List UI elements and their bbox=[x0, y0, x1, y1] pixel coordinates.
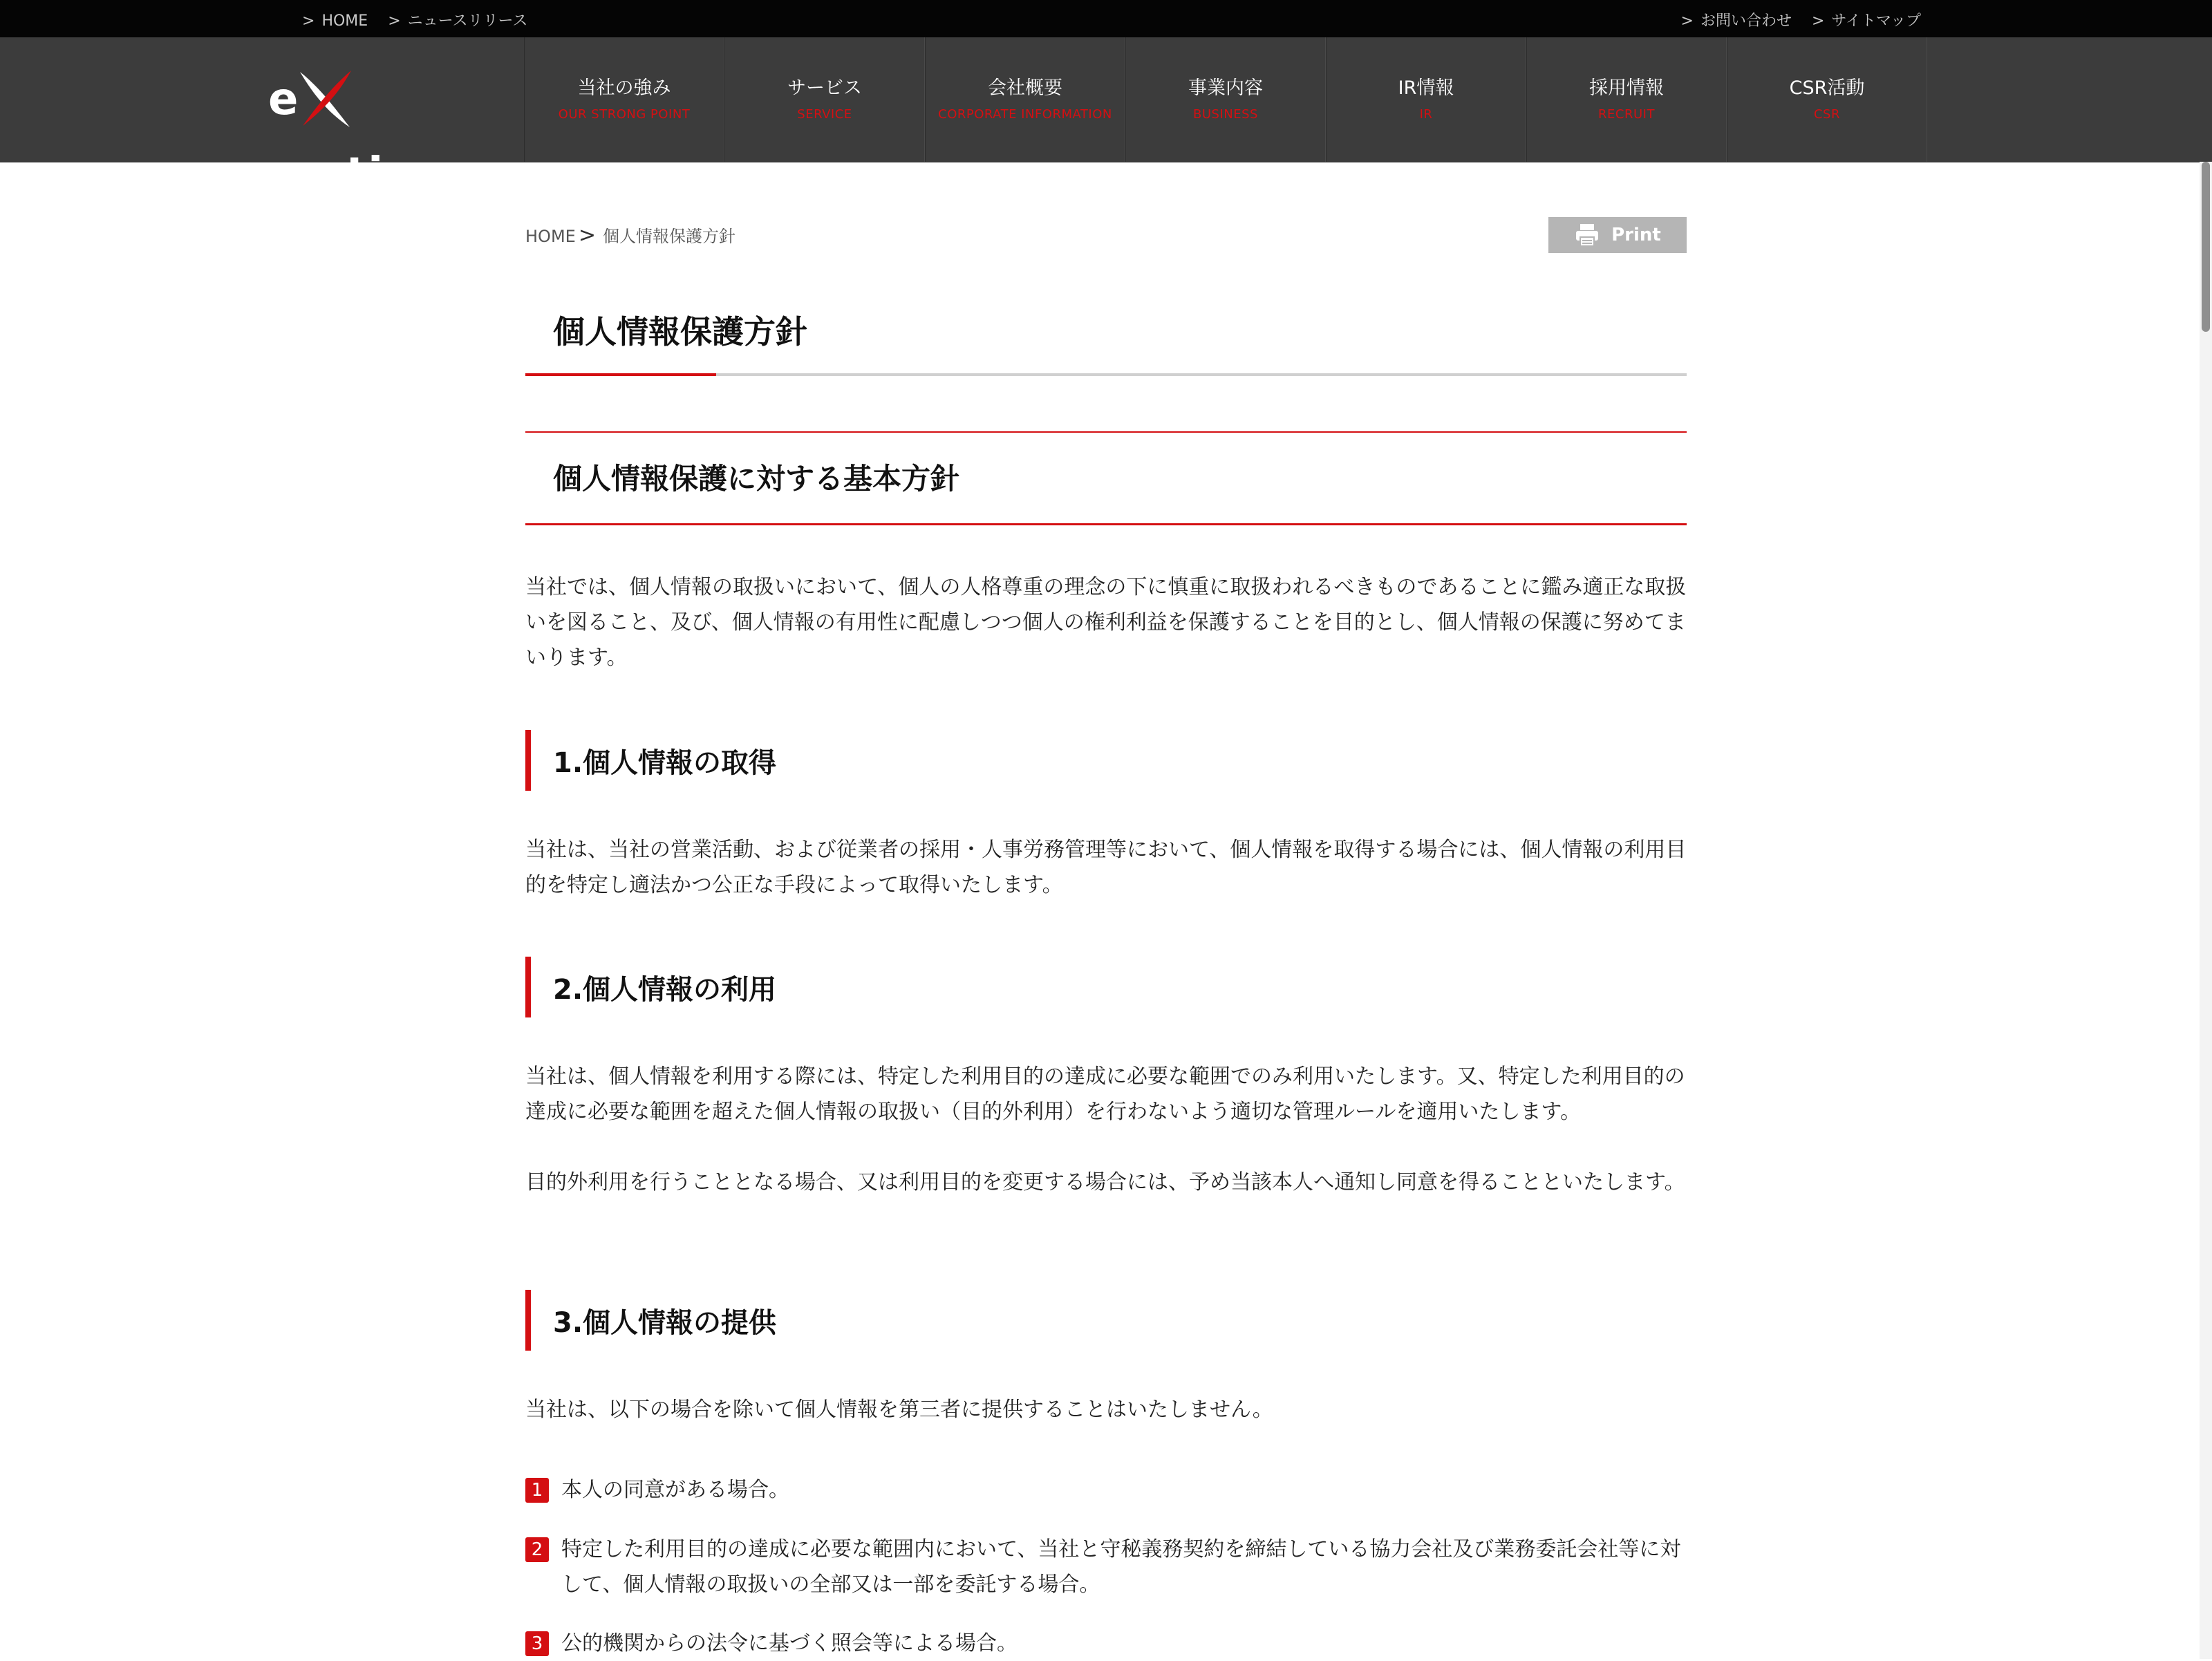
page-scrollbar[interactable] bbox=[2200, 162, 2212, 1659]
nav-label: サービス bbox=[787, 77, 862, 99]
title-underline bbox=[525, 373, 1687, 376]
nav-item-business[interactable] bbox=[1125, 37, 1326, 162]
scrollbar-thumb[interactable] bbox=[2202, 162, 2210, 332]
nav-sublabel: BUSINESS bbox=[1193, 107, 1258, 122]
nav-label: 会社概要 bbox=[988, 77, 1062, 99]
section-title: 個人情報保護に対する基本方針 bbox=[553, 462, 960, 496]
printer-icon bbox=[1574, 222, 1600, 248]
nav-label: 事業内容 bbox=[1188, 77, 1263, 99]
page-title: 個人情報保護方針 bbox=[553, 313, 807, 350]
nav-item-recruit[interactable] bbox=[1526, 37, 1727, 162]
breadcrumb-home[interactable]: HOME bbox=[525, 227, 576, 246]
list-item-text: 公的機関からの法令に基づく照会等による場合。 bbox=[561, 1631, 1018, 1655]
nav-label: 当社の強み bbox=[577, 77, 671, 99]
subsection-heading-2 bbox=[525, 957, 1687, 1017]
nav-sublabel: OUR STRONG POINT bbox=[558, 107, 691, 122]
utility-bar bbox=[0, 0, 2212, 37]
utility-link-sitemap[interactable] bbox=[1812, 9, 1921, 30]
section-header-box bbox=[525, 431, 1687, 525]
utility-right-links bbox=[1666, 9, 1921, 30]
logo-prefix: e bbox=[268, 74, 299, 125]
site-header bbox=[0, 37, 2212, 200]
nav-item-strong-point[interactable] bbox=[524, 37, 724, 162]
nav-item-ir[interactable] bbox=[1326, 37, 1526, 162]
list-number-badge: 3 bbox=[525, 1631, 549, 1656]
subsection-body-1: 当社は、当社の営業活動、および従業者の採用・人事労務管理等において、個人情報を取得する場合には、個人情報の利用目的を特定し適法かつ公正な手段によって取得いたします。 bbox=[525, 838, 1687, 897]
nav-sublabel: IR bbox=[1419, 107, 1433, 122]
list-item-text: 特定した利用目的の達成に必要な範囲内において、当社と守秘義務契約を締結している協力会社及び業務委託会社等に対して、個人情報の取扱いの全部又は一部を委託する場合。 bbox=[561, 1537, 1681, 1597]
print-label: Print bbox=[1611, 225, 1661, 245]
chevron-right-icon: > bbox=[302, 12, 315, 30]
nav-item-corporate[interactable] bbox=[925, 37, 1125, 162]
utility-link-label: サイトマップ bbox=[1831, 12, 1921, 30]
main-nav bbox=[524, 37, 1927, 162]
breadcrumb-current: 個人情報保護方針 bbox=[602, 227, 735, 246]
list-item-text: 本人の同意がある場合。 bbox=[561, 1478, 789, 1502]
utility-link-label: お問い合わせ bbox=[1700, 12, 1792, 30]
utility-link-home[interactable] bbox=[302, 12, 368, 30]
breadcrumb-separator: > bbox=[578, 223, 596, 247]
utility-link-news[interactable] bbox=[388, 9, 527, 30]
intro-paragraph: 当社では、個人情報の取扱いにおいて、個人の人格尊重の理念の下に慎重に取扱われるべきものであることに鑑み適正な取扱いを図ること、及び、個人情報の有用性に配慮しつつ個人の権利利益を保護することを目的とし、個人情報の保護に努めてまいります。 bbox=[525, 575, 1687, 670]
logo-suffix: motion bbox=[268, 149, 447, 200]
nav-sublabel: SERVICE bbox=[797, 107, 852, 122]
subsection-heading-3 bbox=[525, 1290, 1687, 1351]
nav-sublabel: CSR bbox=[1813, 107, 1840, 122]
utility-link-label: ニュースリリース bbox=[407, 12, 528, 30]
subsection-body-2b: 目的外利用を行うこととなる場合、又は利用目的を変更する場合には、予め当該本人へ通知し同意を得ることといたします。 bbox=[525, 1170, 1685, 1194]
title-underline-accent bbox=[525, 373, 716, 376]
nav-item-csr[interactable] bbox=[1727, 37, 1927, 162]
subsection-heading-text: 1.個人情報の取得 bbox=[553, 747, 777, 779]
subsection-heading-text: 2.個人情報の利用 bbox=[553, 974, 777, 1006]
subsection-body-2: 当社は、個人情報を利用する際には、特定した利用目的の達成に必要な範囲でのみ利用いたします。又、特定した利用目的の達成に必要な範囲を超えた個人情報の取扱い（目的外利用）を行わないよう適切な管理ルールを適用いたします。 bbox=[525, 1064, 1685, 1124]
utility-link-label: HOME bbox=[321, 12, 368, 30]
nav-label: IR情報 bbox=[1398, 77, 1454, 99]
utility-link-contact[interactable] bbox=[1681, 9, 1792, 30]
logo-x-mark-icon bbox=[293, 68, 357, 131]
chevron-right-icon: > bbox=[388, 12, 401, 30]
utility-left-links bbox=[302, 9, 543, 30]
subsection-body-3: 当社は、以下の場合を除いて個人情報を第三者に提供することはいたしません。 bbox=[525, 1398, 1273, 1422]
nav-item-service[interactable] bbox=[724, 37, 925, 162]
nav-label: 採用情報 bbox=[1589, 77, 1664, 99]
subsection-heading-1 bbox=[525, 730, 1687, 791]
site-logo[interactable] bbox=[268, 62, 489, 200]
nav-label: CSR活動 bbox=[1789, 77, 1865, 99]
breadcrumb bbox=[525, 223, 735, 247]
chevron-right-icon: > bbox=[1811, 12, 1825, 30]
nav-sublabel: RECRUIT bbox=[1598, 107, 1655, 122]
chevron-right-icon: > bbox=[1680, 12, 1694, 30]
list-number-badge: 2 bbox=[525, 1537, 549, 1562]
list-number-badge: 1 bbox=[525, 1478, 549, 1503]
print-button[interactable] bbox=[1548, 217, 1687, 253]
nav-sublabel: CORPORATE INFORMATION bbox=[938, 107, 1112, 122]
subsection-heading-text: 3.個人情報の提供 bbox=[553, 1307, 777, 1339]
